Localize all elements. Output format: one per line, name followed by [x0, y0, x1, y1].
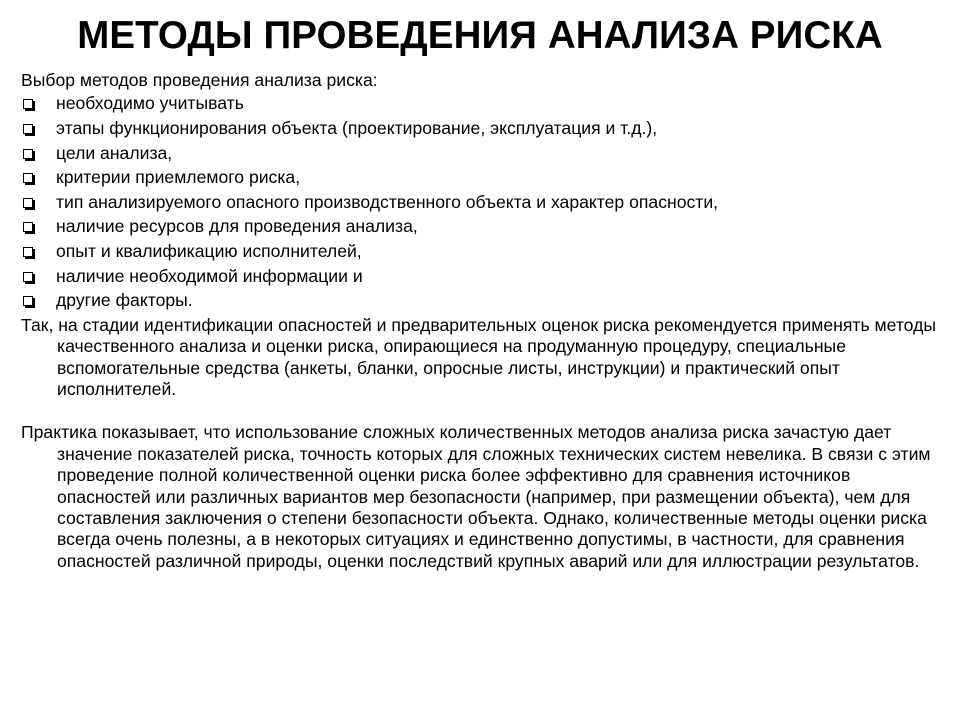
list-item: [21, 141, 946, 166]
list-item-text: необходимо учитывать: [56, 93, 244, 114]
checkbox-icon: [23, 222, 33, 232]
list-item: [21, 165, 946, 190]
list-item: [21, 214, 946, 239]
checkbox-icon: [23, 198, 33, 208]
list-item-text: наличие необходимой информации и: [56, 265, 363, 286]
checkbox-icon: [23, 296, 33, 306]
checkbox-icon: [23, 149, 33, 159]
list-item-text: цели анализа,: [56, 142, 173, 163]
list-item: [21, 116, 946, 141]
list-item-text: опыт и квалификацию исполнителей,: [56, 240, 362, 261]
paragraph-qualitative-methods: Так, на стадии идентификации опасностей и предварительных оценок риска рекомендуется применять методы качественного анализа и оценки риска, опирающиеся на продуманную процедуру, специальные вспомогательные средства (анкеты, бланки, опросные листы, инструкции) и практический опыт исполнителей.: [21, 314, 936, 399]
checkbox-icon: [23, 99, 33, 109]
list-item-text: тип анализируемого опасного производственного объекта и характер опасности,: [56, 191, 719, 212]
list-item: [21, 288, 946, 313]
checkbox-icon: [23, 247, 33, 257]
page-title: МЕТОДЫ ПРОВЕДЕНИЯ АНАЛИЗА РИСКА: [77, 14, 883, 57]
list-item: [21, 91, 946, 116]
list-item-text: другие факторы.: [56, 290, 193, 311]
checkbox-icon: [23, 124, 33, 134]
list-item-text: критерии приемлемого риска,: [56, 167, 301, 188]
checklist: [21, 91, 946, 312]
list-item: [21, 264, 946, 289]
checkbox-icon: [23, 173, 33, 183]
slide-content: [21, 69, 946, 572]
checkbox-icon: [23, 272, 33, 282]
list-item: [21, 190, 946, 215]
list-item: [21, 239, 946, 264]
list-item-text: наличие ресурсов для проведения анализа,: [56, 216, 418, 237]
intro-text: Выбор методов проведения анализа риска:: [21, 70, 378, 90]
paragraph-quantitative-methods: Практика показывает, что использование сложных количественных методов анализа риска зачастую дает значение показателей риска, точность которых для сложных технических систем невелика. В связи с этим проведение полной количественной оценки риска более эффективно для сравнения источников опасностей или различных вариантов мер безопасности (например, при размещении объекта), чем для составления заключения о степени безопасности объекта. Однако, количественные методы оценки риска всегда очень полезны, а в некоторых ситуациях и единственно допустимы, в частности, для сравнения опасностей различной природы, оценки последствий крупных аварий или для иллюстрации результатов.: [21, 422, 931, 571]
list-item-text: этапы функционирования объекта (проектирование, эксплуатация и т.д.),: [56, 118, 658, 138]
